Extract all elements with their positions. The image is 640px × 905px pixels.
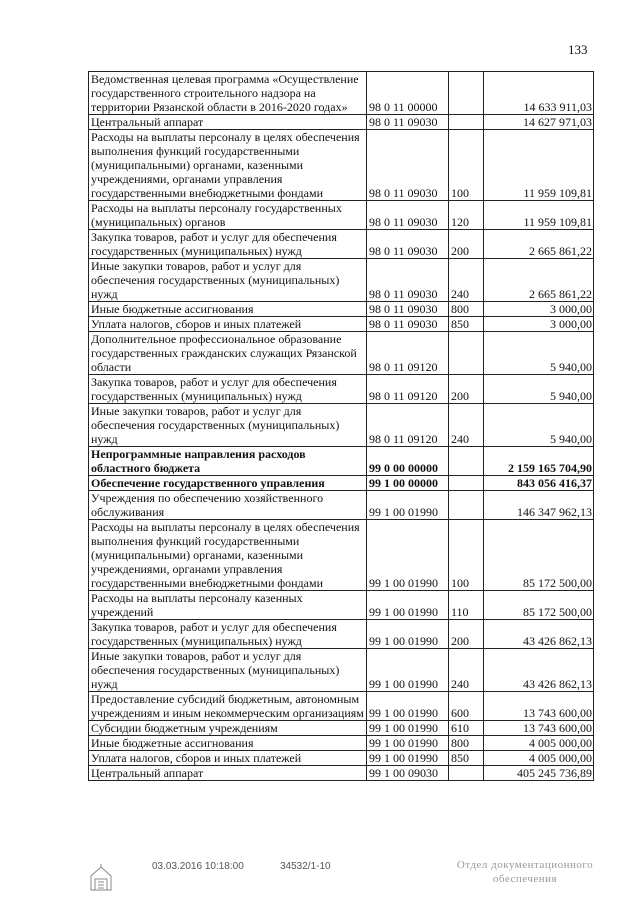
row-amount-cell: 43 426 862,13 [484, 620, 594, 649]
print-timestamp: 03.03.2016 10:18:00 [152, 861, 244, 872]
row-type-cell: 800 [449, 302, 484, 317]
row-type-cell: 100 [449, 520, 484, 591]
row-code-cell: 99 1 00 01990 [367, 491, 449, 520]
row-name-cell: Обеспечение государственного управления [89, 476, 367, 491]
row-amount-cell: 405 245 736,89 [484, 766, 594, 781]
row-name-cell: Иные бюджетные ассигнования [89, 736, 367, 751]
row-code-cell: 99 0 00 00000 [367, 447, 449, 476]
row-amount-cell: 3 000,00 [484, 302, 594, 317]
row-name-cell: Закупка товаров, работ и услуг для обеспечения государственных (муниципальных) нужд [89, 375, 367, 404]
row-code-cell: 99 1 00 01990 [367, 736, 449, 751]
row-name-cell: Расходы на выплаты персоналу казенных учреждений [89, 591, 367, 620]
table-row [89, 72, 594, 115]
table-row [89, 692, 594, 721]
row-code-cell: 98 0 11 09030 [367, 230, 449, 259]
row-code-cell: 98 0 11 09120 [367, 375, 449, 404]
table-row [89, 130, 594, 201]
page-number: 133 [568, 42, 588, 57]
row-type-cell: 100 [449, 130, 484, 201]
row-name-cell: Непрограммные направления расходов областного бюджета [89, 447, 367, 476]
row-name-cell: Иные закупки товаров, работ и услуг для обеспечения государственных (муниципальных) нужд [89, 649, 367, 692]
row-type-cell: 200 [449, 620, 484, 649]
row-code-cell: 99 1 00 01990 [367, 649, 449, 692]
row-type-cell [449, 332, 484, 375]
department-stamp [450, 858, 600, 886]
row-name-cell: Субсидии бюджетным учреждениям [89, 721, 367, 736]
row-amount-cell: 5 940,00 [484, 375, 594, 404]
row-type-cell: 240 [449, 404, 484, 447]
table-row [89, 317, 594, 332]
row-type-cell: 110 [449, 591, 484, 620]
table-row [89, 201, 594, 230]
table-row [89, 721, 594, 736]
table-row [89, 230, 594, 259]
table-row [89, 447, 594, 476]
row-name-cell: Закупка товаров, работ и услуг для обеспечения государственных (муниципальных) нужд [89, 230, 367, 259]
row-amount-cell: 14 627 971,03 [484, 115, 594, 130]
row-type-cell [449, 115, 484, 130]
row-code-cell: 98 0 11 09030 [367, 130, 449, 201]
row-amount-cell: 5 940,00 [484, 332, 594, 375]
row-code-cell: 99 1 00 01990 [367, 692, 449, 721]
row-code-cell: 98 0 11 09030 [367, 259, 449, 302]
row-code-cell: 98 0 11 09030 [367, 302, 449, 317]
table-row [89, 491, 594, 520]
row-code-cell: 98 0 11 09030 [367, 317, 449, 332]
row-amount-cell: 13 743 600,00 [484, 692, 594, 721]
row-amount-cell: 85 172 500,00 [484, 520, 594, 591]
row-code-cell: 99 1 00 01990 [367, 620, 449, 649]
row-amount-cell: 13 743 600,00 [484, 721, 594, 736]
row-amount-cell: 85 172 500,00 [484, 591, 594, 620]
page-footer [0, 858, 640, 898]
row-amount-cell: 11 959 109,81 [484, 130, 594, 201]
table-row [89, 375, 594, 404]
row-amount-cell: 14 633 911,03 [484, 72, 594, 115]
table-row [89, 115, 594, 130]
row-type-cell [449, 476, 484, 491]
row-amount-cell: 3 000,00 [484, 317, 594, 332]
row-name-cell: Иные закупки товаров, работ и услуг для обеспечения государственных (муниципальных) нужд [89, 404, 367, 447]
row-amount-cell: 43 426 862,13 [484, 649, 594, 692]
table-row [89, 751, 594, 766]
budget-table-body [89, 72, 594, 781]
table-row [89, 649, 594, 692]
row-name-cell: Расходы на выплаты персоналу в целях обеспечения выполнения функций государственными (муниципальными) органами, казенными учреждениями, органами управления государственными внебюджетными фондами [89, 520, 367, 591]
row-type-cell [449, 491, 484, 520]
row-type-cell: 120 [449, 201, 484, 230]
row-amount-cell: 146 347 962,13 [484, 491, 594, 520]
row-amount-cell: 5 940,00 [484, 404, 594, 447]
row-name-cell: Расходы на выплаты персоналу государственных (муниципальных) органов [89, 201, 367, 230]
row-type-cell [449, 447, 484, 476]
row-name-cell: Закупка товаров, работ и услуг для обеспечения государственных (муниципальных) нужд [89, 620, 367, 649]
row-type-cell: 850 [449, 751, 484, 766]
row-code-cell: 98 0 11 09030 [367, 115, 449, 130]
row-code-cell: 99 1 00 01990 [367, 751, 449, 766]
row-type-cell: 240 [449, 649, 484, 692]
emblem-icon [88, 862, 114, 892]
row-amount-cell: 2 665 861,22 [484, 230, 594, 259]
row-code-cell: 98 0 11 00000 [367, 72, 449, 115]
stamp-line-2: обеспечения [492, 873, 558, 885]
stamp-line-1: Отдел документационного [456, 859, 594, 871]
row-amount-cell: 11 959 109,81 [484, 201, 594, 230]
row-amount-cell: 4 005 000,00 [484, 736, 594, 751]
table-row [89, 259, 594, 302]
row-amount-cell: 2 159 165 704,90 [484, 447, 594, 476]
row-name-cell: Дополнительное профессиональное образование государственных гражданских служащих Рязанской области [89, 332, 367, 375]
table-row [89, 404, 594, 447]
row-type-cell: 200 [449, 375, 484, 404]
row-type-cell: 850 [449, 317, 484, 332]
row-name-cell: Уплата налогов, сборов и иных платежей [89, 751, 367, 766]
budget-table [88, 71, 594, 781]
row-name-cell: Уплата налогов, сборов и иных платежей [89, 317, 367, 332]
row-name-cell: Центральный аппарат [89, 766, 367, 781]
row-type-cell: 240 [449, 259, 484, 302]
row-type-cell: 800 [449, 736, 484, 751]
row-type-cell [449, 766, 484, 781]
row-amount-cell: 4 005 000,00 [484, 751, 594, 766]
row-code-cell: 99 1 00 01990 [367, 520, 449, 591]
table-row [89, 736, 594, 751]
row-name-cell: Центральный аппарат [89, 115, 367, 130]
document-number: 34532/1-10 [280, 861, 331, 872]
table-row [89, 620, 594, 649]
row-amount-cell: 843 056 416,37 [484, 476, 594, 491]
row-code-cell: 98 0 11 09030 [367, 201, 449, 230]
row-name-cell: Ведомственная целевая программа «Осуществление государственного строительного надзора на территории Рязанской области в 2016-2020 годах» [89, 72, 367, 115]
row-code-cell: 99 1 00 00000 [367, 476, 449, 491]
row-code-cell: 98 0 11 09120 [367, 404, 449, 447]
row-type-cell [449, 72, 484, 115]
row-code-cell: 99 1 00 09030 [367, 766, 449, 781]
table-row [89, 302, 594, 317]
table-row [89, 766, 594, 781]
row-type-cell: 200 [449, 230, 484, 259]
row-name-cell: Расходы на выплаты персоналу в целях обеспечения выполнения функций государственными (муниципальными) органами, казенными учреждениями, органами управления государственными внебюджетными фондами [89, 130, 367, 201]
row-amount-cell: 2 665 861,22 [484, 259, 594, 302]
table-row [89, 591, 594, 620]
row-name-cell: Иные бюджетные ассигнования [89, 302, 367, 317]
row-code-cell: 98 0 11 09120 [367, 332, 449, 375]
row-code-cell: 99 1 00 01990 [367, 721, 449, 736]
table-row [89, 520, 594, 591]
table-row [89, 476, 594, 491]
row-code-cell: 99 1 00 01990 [367, 591, 449, 620]
row-name-cell: Иные закупки товаров, работ и услуг для обеспечения государственных (муниципальных) нужд [89, 259, 367, 302]
table-row [89, 332, 594, 375]
row-type-cell: 600 [449, 692, 484, 721]
row-name-cell: Предоставление субсидий бюджетным, автономным учреждениям и иным некоммерческим организациям [89, 692, 367, 721]
row-type-cell: 610 [449, 721, 484, 736]
row-name-cell: Учреждения по обеспечению хозяйственного обслуживания [89, 491, 367, 520]
